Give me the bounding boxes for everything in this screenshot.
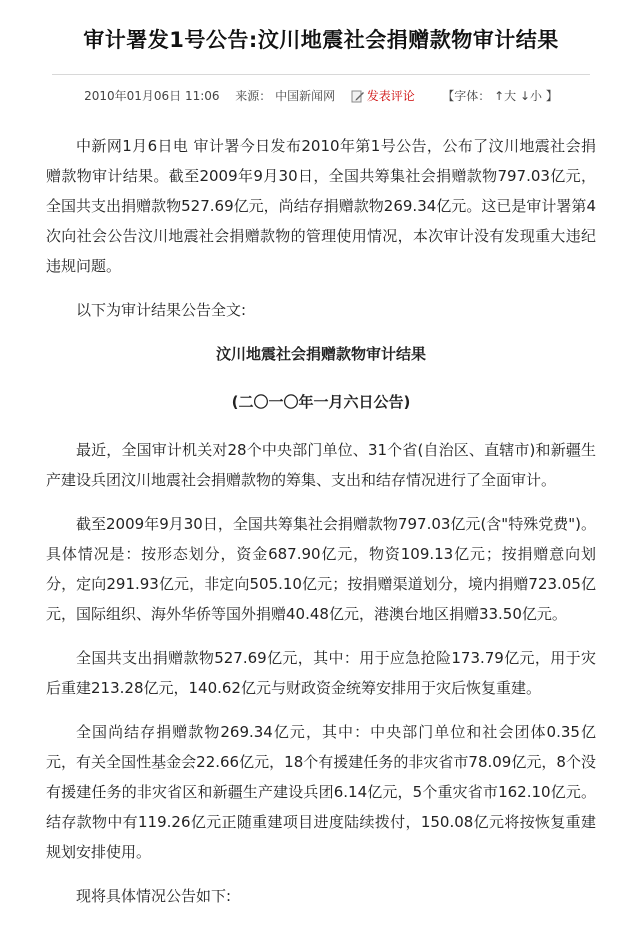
comment-link-label: 发表评论 [366, 89, 415, 103]
paragraph-funds-remaining: 全国尚结存捐赠款物269.34亿元，其中：中央部门单位和社会团体0.35亿元，有关全国性基金会22.66亿元，18个有援建任务的非灾省市78.09亿元，8个没有援建任务的非灾省区和新疆生产建设兵团6.14亿元，5个重灾省市162.10亿元。结存款物中有119.26亿元正随重建项目进度陆续拨付，150.08亿元将按恢复重建规划安排使用。 [46, 723, 596, 861]
article-body [46, 131, 596, 911]
comment-link[interactable] [351, 87, 415, 104]
paragraph-audit-scope: 最近，全国审计机关对28个中央部门单位、31个省(自治区、直辖市)和新疆生产建设兵团汶川地震社会捐赠款物的筹集、支出和结存情况进行了全面审计。 [46, 441, 596, 489]
pencil-icon [351, 89, 365, 103]
paragraph-details-intro: 现将具体情况公告如下: [76, 887, 232, 905]
publish-datetime: 2010年01月06日 11:06 [84, 89, 220, 103]
paragraph-intro: 以下为审计结果公告全文: [76, 301, 247, 319]
paragraph-funds-raised: 截至2009年9月30日，全国共筹集社会捐赠款物797.03亿元(含"特殊党费")。具体情况是：按形态划分，资金687.90亿元，物资109.13亿元；按捐赠意向划分，定向291.93亿元，非定向505.10亿元；按捐赠渠道划分，境内捐赠723.05亿元，国际组织、海外华侨等国外捐赠40.48亿元，港澳台地区捐赠33.50亿元。 [46, 515, 596, 623]
title-divider [52, 74, 590, 75]
font-size-close: 】 [545, 89, 558, 103]
font-size-label: 【字体： [442, 89, 491, 103]
source-name[interactable]: 中国新闻网 [275, 89, 336, 103]
article-meta [46, 87, 596, 107]
source-label: 来源： [235, 89, 272, 103]
paragraph-lead: 中新网1月6日电 审计署今日发布2010年第1号公告，公布了汶川地震社会捐赠款物审计结果。截至2009年9月30日，全国共筹集社会捐赠款物797.03亿元，全国共支出捐赠款物527.69亿元，尚结存捐赠款物269.34亿元。这已是审计署第4次向社会公告汶川地震社会捐赠款物的管理使用情况，本次审计没有发现重大违纪违规问题。 [46, 137, 596, 275]
article-title: 审计署发1号公告:汶川地震社会捐赠款物审计结果 [83, 28, 559, 52]
report-heading: 汶川地震社会捐赠款物审计结果 [215, 345, 426, 363]
font-size-down-button[interactable]: ↓小 [519, 89, 543, 103]
paragraph-funds-spent: 全国共支出捐赠款物527.69亿元，其中：用于应急抢险173.79亿元，用于灾后重建213.28亿元，140.62亿元与财政资金统筹安排用于灾后恢复重建。 [46, 649, 596, 697]
report-date-heading: (二〇一〇年一月六日公告) [231, 393, 411, 411]
font-size-up-button[interactable]: ↑大 [494, 89, 517, 103]
